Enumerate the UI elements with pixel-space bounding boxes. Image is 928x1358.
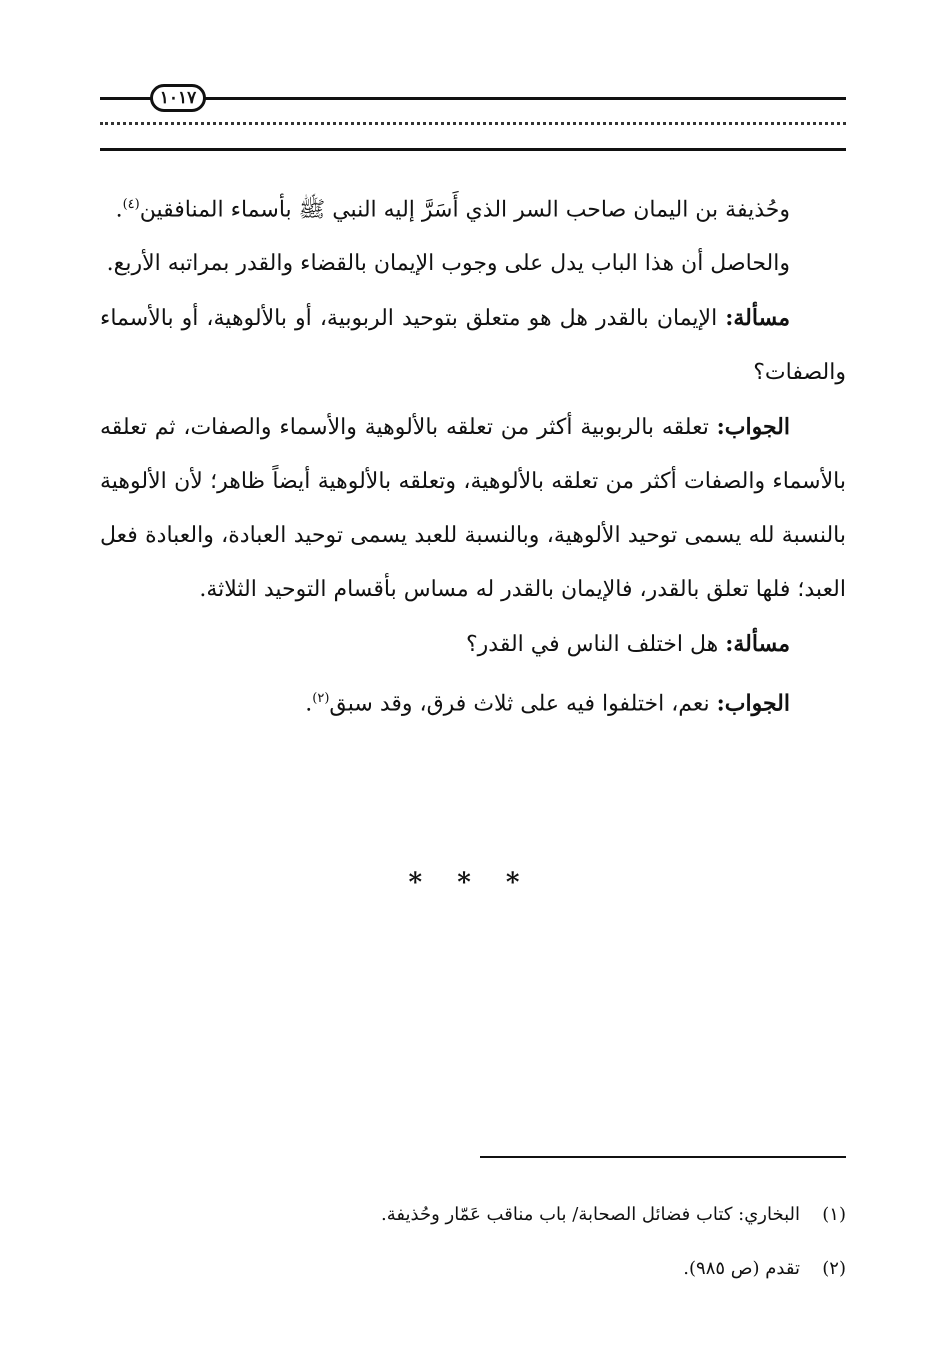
- answer-2: الجواب: نعم، اختلفوا فيه على ثلاث فرق، وقد سبق$^{(٢)}$.: [305, 690, 790, 717]
- main-text: [100, 178, 846, 732]
- page-header: [0, 0, 928, 170]
- question-label: مسألة:: [725, 631, 790, 658]
- answer-label: الجواب:: [716, 414, 790, 441]
- question-2: مسألة: هل اختلف الناس في القدر؟: [465, 631, 790, 658]
- footnote-text: تقدم (ص ٩٨٥).: [683, 1258, 800, 1279]
- question-1: مسألة: الإيمان بالقدر هل هو متعلق بتوحيد الربوبية، أو بالألوهية، أو بالأسماء والصفات؟: [100, 305, 846, 386]
- question-label: مسألة:: [725, 305, 790, 332]
- page-number: ١٠١٧: [150, 84, 206, 112]
- footnote-ref: (٤): [122, 197, 140, 212]
- footnote-number: (٢): [822, 1258, 846, 1279]
- header-rule-left: [100, 97, 152, 100]
- footnote-item: [100, 1242, 846, 1296]
- answer-1: الجواب: تعلقه بالربوبية أكثر من تعلقه بالألوهية والأسماء والصفات، ثم تعلقه بالأسماء والصفات أكثر من تعلقه بالألوهية، وتعلقه بالألوهية أيضاً ظاهر؛ لأن الألوهية بالنسبة لله يسمى توحيد الألوهية، وبالنسبة للعبد يسمى توحيد العبادة، والعبادة فعل العبد؛ فلها تعلق بالقدر، فالإيمان بالقدر له مساس بأقسام التوحيد الثلاثة.: [100, 414, 846, 603]
- footnote-text: البخاري: كتاب فضائل الصحابة/ باب مناقب عَمّار وحُذيفة.: [381, 1204, 800, 1225]
- answer-label: الجواب:: [716, 690, 790, 717]
- header-rule-bottom: [100, 148, 846, 151]
- header-rule-right: [204, 97, 846, 100]
- paragraph-1: وحُذيفة بن اليمان صاحب السر الذي أَسَرَّ إليه النبي ﷺ بأسماء المنافقين$^{(٤)}$.: [115, 197, 790, 223]
- footnote-item: [100, 1188, 846, 1242]
- footnote-number: (١): [822, 1204, 846, 1225]
- paragraph-2: والحاصل أن هذا الباب يدل على وجوب الإيمان بالقضاء والقدر بمراتبه الأربع.: [106, 251, 790, 277]
- footnote-ref: (٢): [312, 691, 330, 707]
- footnotes: [100, 1188, 846, 1296]
- dotted-divider: [100, 122, 846, 133]
- footnote-rule: [480, 1156, 846, 1158]
- section-separator: * * *: [408, 868, 520, 898]
